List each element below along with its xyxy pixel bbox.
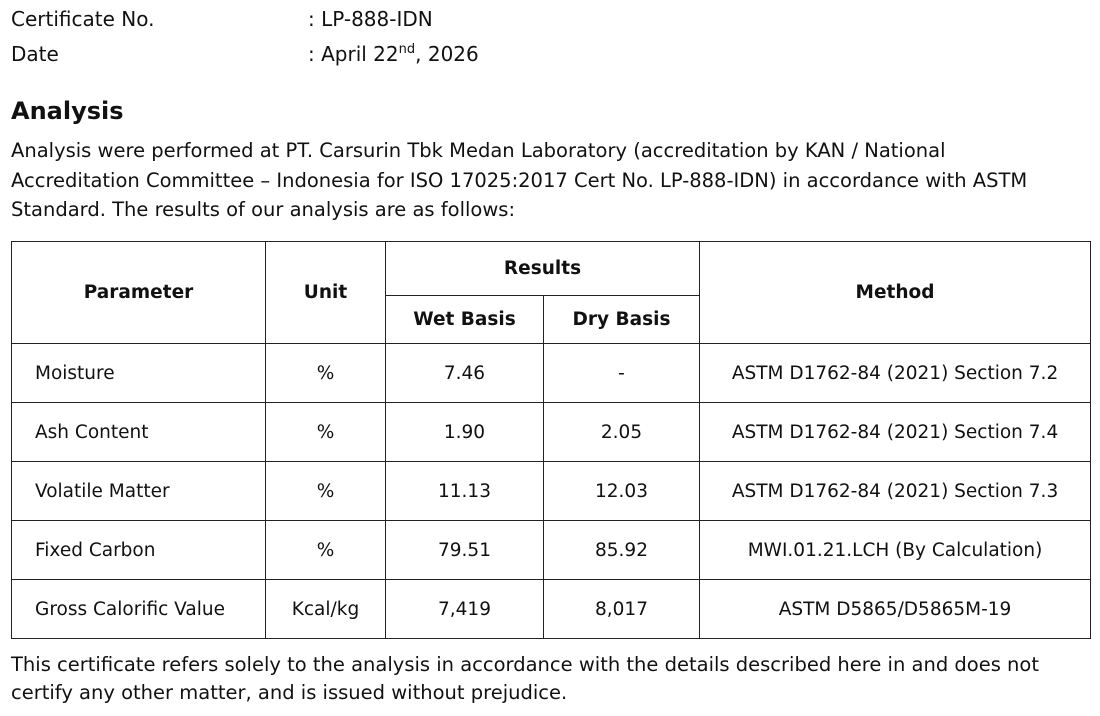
cell-wet-basis: 79.51 <box>386 521 544 580</box>
date-label: Date <box>11 42 59 66</box>
disclaimer-line: This certificate refers solely to the analysis in accordance with the details described here in and does not <box>11 653 1039 676</box>
cell-dry-basis: 8,017 <box>544 580 700 639</box>
disclaimer-line: certify any other matter, and is issued without prejudice. <box>11 681 568 704</box>
cell-method: MWI.01.21.LCH (By Calculation) <box>700 521 1091 580</box>
cell-dry-basis: 12.03 <box>544 462 700 521</box>
cell-method: ASTM D1762-84 (2021) Section 7.2 <box>700 344 1091 403</box>
cell-parameter: Ash Content <box>12 403 266 462</box>
cell-dry-basis: 2.05 <box>544 403 700 462</box>
header-results: Results <box>386 242 700 296</box>
cell-parameter: Volatile Matter <box>12 462 266 521</box>
cell-unit: % <box>266 344 386 403</box>
certificate-number-label: Certificate No. <box>11 7 155 31</box>
table-row <box>12 580 1091 639</box>
certificate-number-value: : LP-888-IDN <box>308 7 433 31</box>
header-dry-basis: Dry Basis <box>544 296 700 344</box>
analysis-heading: Analysis <box>11 97 124 125</box>
date-value-ordinal: nd <box>398 42 416 57</box>
disclaimer-text <box>11 651 1093 707</box>
cell-unit: % <box>266 403 386 462</box>
intro-line: Accreditation Committee – Indonesia for ISO 17025:2017 Cert No. LP-888-IDN) in accordance with ASTM <box>11 168 1028 192</box>
date-value <box>308 42 479 66</box>
analysis-intro <box>11 136 1093 225</box>
header-parameter: Parameter <box>12 242 266 344</box>
cell-parameter: Fixed Carbon <box>12 521 266 580</box>
cell-dry-basis: - <box>544 344 700 403</box>
date-value-year: , 2026 <box>415 42 479 66</box>
cell-method: ASTM D1762-84 (2021) Section 7.3 <box>700 462 1091 521</box>
cell-method: ASTM D1762-84 (2021) Section 7.4 <box>700 403 1091 462</box>
intro-line: Standard. The results of our analysis are as follows: <box>11 198 516 221</box>
cell-unit: Kcal/kg <box>266 580 386 639</box>
cell-unit: % <box>266 462 386 521</box>
header-unit: Unit <box>266 242 386 344</box>
cell-parameter: Moisture <box>12 344 266 403</box>
header-wet-basis: Wet Basis <box>386 296 544 344</box>
cell-wet-basis: 7.46 <box>386 344 544 403</box>
table-row <box>12 521 1091 580</box>
cell-wet-basis: 7,419 <box>386 580 544 639</box>
table-row <box>12 403 1091 462</box>
cell-wet-basis: 11.13 <box>386 462 544 521</box>
cell-wet-basis: 1.90 <box>386 403 544 462</box>
cell-parameter: Gross Calorific Value <box>12 580 266 639</box>
cell-dry-basis: 85.92 <box>544 521 700 580</box>
date-value-main: : April 22 <box>308 42 399 66</box>
results-table <box>11 241 1091 639</box>
header-method: Method <box>700 242 1091 344</box>
intro-line: Analysis were performed at PT. Carsurin Tbk Medan Laboratory (accreditation by KAN / National <box>11 139 946 162</box>
cell-unit: % <box>266 521 386 580</box>
table-row <box>12 344 1091 403</box>
table-row <box>12 462 1091 521</box>
cell-method: ASTM D5865/D5865M-19 <box>700 580 1091 639</box>
